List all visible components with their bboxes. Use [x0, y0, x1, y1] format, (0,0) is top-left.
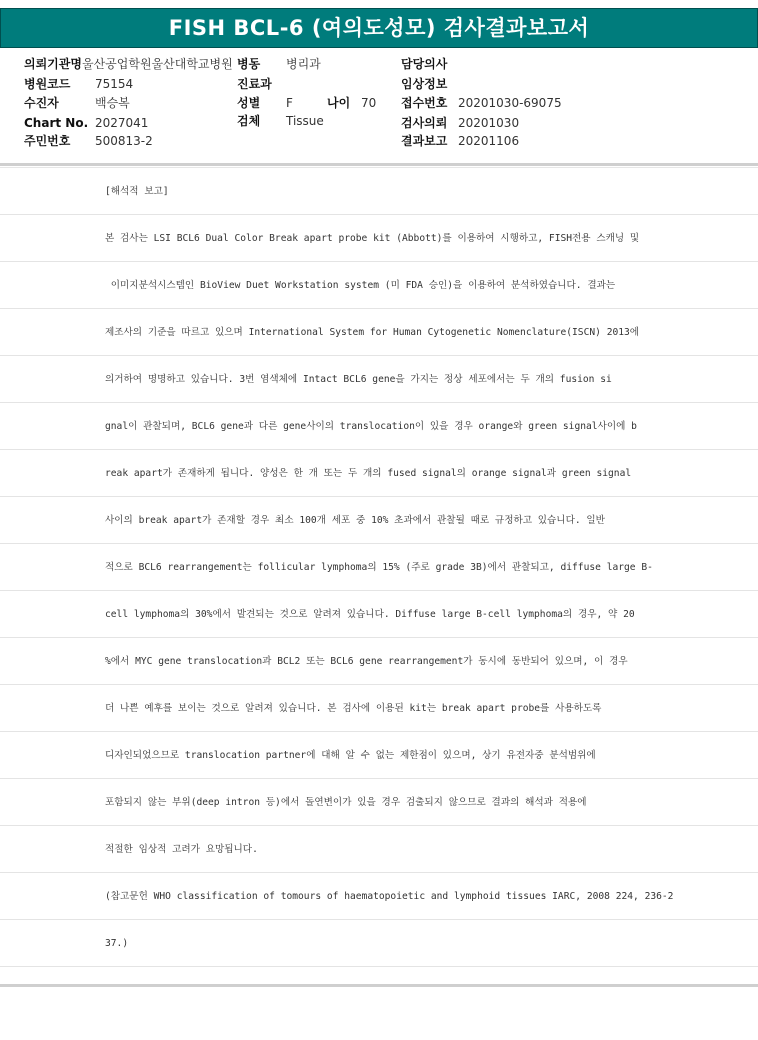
chart-no-value: 2027041 [95, 116, 149, 130]
report-line: %에서 MYC gene translocation과 BCL2 또는 BCL6 gene rearrangement가 동시에 동반되어 있으며, 이 경우 [0, 638, 758, 685]
patient-info-header [0, 50, 758, 154]
department-label: 진료과 [237, 77, 272, 91]
clinical-info-label: 임상정보 [401, 77, 448, 91]
report-line: 의거하여 명명하고 있습니다. 3번 염색체에 Intact BCL6 gene을 가지는 정상 세포에서는 두 개의 fusion si [0, 356, 758, 403]
report-date-value: 20201106 [458, 134, 520, 148]
chart-no-label: Chart No. [24, 116, 89, 130]
specimen-label: 검체 [237, 114, 261, 128]
report-date-label: 결과보고 [401, 134, 448, 148]
receipt-no-label: 접수번호 [401, 96, 448, 110]
physician-label: 담당의사 [401, 57, 448, 71]
sex-value: F [286, 96, 293, 110]
specimen-value: Tissue [286, 114, 324, 128]
report-line: 더 나쁜 예후를 보이는 것으로 알려져 있습니다. 본 검사에 이용된 kit는 break apart probe를 사용하도록 [0, 685, 758, 732]
request-date-label: 검사의뢰 [401, 116, 448, 130]
report-line: 포함되지 않는 부위(deep intron 등)에서 돌연변이가 있을 경우 검출되지 않으므로 결과의 해석과 적용에 [0, 779, 758, 826]
header-divider [0, 163, 758, 166]
report-line: 37.) [0, 920, 758, 967]
report-line: 적절한 임상적 고려가 요망됩니다. [0, 826, 758, 873]
request-date-value: 20201030 [458, 116, 520, 130]
resident-no-value: 500813-2 [95, 134, 153, 148]
report-line: reak apart가 존재하게 됩니다. 양성은 한 개 또는 두 개의 fused signal의 orange signal과 green signal [0, 450, 758, 497]
footer-divider [0, 984, 758, 987]
patient-label: 수진자 [24, 96, 59, 110]
age-value: 70 [361, 96, 377, 110]
report-line: 적으로 BCL6 rearrangement는 follicular lymphoma의 15% (주로 grade 3B)에서 관찰되고, diffuse large B- [0, 544, 758, 591]
report-line: 본 검사는 LSI BCL6 Dual Color Break apart probe kit (Abbott)를 이용하여 시행하고, FISH전용 스캐닝 및 [0, 215, 758, 262]
report-line: cell lymphoma의 30%에서 발견되는 것으로 알려져 있습니다. Diffuse large B-cell lymphoma의 경우, 약 20 [0, 591, 758, 638]
hospital-code-value: 75154 [95, 77, 134, 91]
ward-label: 병동 [237, 57, 261, 71]
patient-value: 백승복 [95, 96, 130, 110]
ward-value: 병리과 [286, 57, 321, 71]
report-line: [해석적 보고] [0, 168, 758, 215]
report-title: FISH BCL-6 (여의도성모) 검사결과보고서 [0, 8, 758, 48]
report-line: (참고문헌 WHO classification of tomours of haematopoietic and lymphoid tissues IARC, 2008 224, 236-2 [0, 873, 758, 920]
report-line: 제조사의 기준을 따르고 있으며 International System for Human Cytogenetic Nomenclature(ISCN) 2013에 [0, 309, 758, 356]
hospital-code-label: 병원코드 [24, 77, 71, 91]
requesting-org-value: 울산공업학원울산대학교병원 [82, 57, 233, 71]
age-label: 나이 [327, 96, 351, 110]
receipt-no-value: 20201030-69075 [458, 96, 562, 110]
resident-no-label: 주민번호 [24, 134, 71, 148]
report-line: 이미지분석시스템인 BioView Duet Workstation system (미 FDA 승인)을 이용하여 분석하였습니다. 결과는 [0, 262, 758, 309]
requesting-org-label: 의뢰기관명 [24, 57, 82, 71]
sex-label: 성별 [237, 96, 261, 110]
report-line: 디자인되었으므로 translocation partner에 대해 알 수 없는 제한점이 있으며, 상기 유전자중 분석범위에 [0, 732, 758, 779]
report-line: gnal이 관찰되며, BCL6 gene과 다른 gene사이의 translocation이 있을 경우 orange와 green signal사이에 b [0, 403, 758, 450]
report-body [0, 168, 758, 967]
report-line: 사이의 break apart가 존재할 경우 최소 100개 세포 중 10% 초과에서 관찰될 때로 규정하고 있습니다. 일반 [0, 497, 758, 544]
